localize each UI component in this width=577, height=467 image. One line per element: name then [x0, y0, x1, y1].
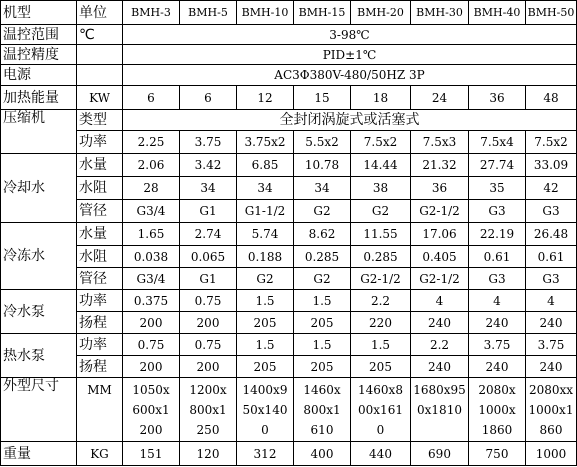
model-cell: BMH-40 [469, 1, 526, 25]
value-cell: 24 [411, 86, 469, 110]
compressor-power-label: 功率 [77, 131, 123, 154]
value-cell: 6 [180, 86, 237, 110]
model-cell: BMH-15 [294, 1, 351, 25]
value-cell: 34 [237, 177, 294, 200]
value-cell: 2.06 [123, 154, 180, 177]
dimension-line: 1860 [481, 423, 513, 437]
dimension-line: 0 [261, 423, 269, 437]
cold-pump-head-row [1, 312, 577, 334]
value-cell: G3/4 [123, 268, 180, 290]
hot-pump-power-label: 功率 [77, 334, 123, 356]
dimension-line: 800x1 [189, 403, 227, 417]
value-cell: 0.75 [123, 334, 180, 356]
value-cell: 3.75 [469, 334, 526, 356]
model-cell: BMH-10 [237, 1, 294, 25]
dimension-line: 2080x [478, 383, 516, 397]
value-cell: 2.25 [123, 131, 180, 154]
cold-pump-power-label: 功率 [77, 290, 123, 312]
value-cell: 0.75 [180, 334, 237, 356]
power-supply-row [1, 65, 577, 86]
value-cell: 200 [180, 356, 237, 378]
dimension-line: 50x140 [242, 403, 288, 417]
value-cell: 1.5 [237, 290, 294, 312]
cold-pump-label: 冷水泵 [1, 290, 77, 334]
value-cell: 6 [123, 86, 180, 110]
dimension-cell [123, 378, 180, 442]
chilled-pipe-label: 管径 [77, 268, 123, 290]
temp-range-row [1, 25, 577, 45]
value-cell: G2 [237, 268, 294, 290]
value-cell: 5.74 [237, 223, 294, 246]
value-cell: 1000 [526, 442, 577, 466]
value-cell: 7.5x2 [526, 131, 577, 154]
compressor-type-row [1, 110, 577, 131]
value-cell: 200 [123, 312, 180, 334]
temp-precision-value: PID±1℃ [123, 45, 577, 65]
dimension-line: 1400x9 [242, 383, 288, 397]
value-cell: G2 [294, 268, 351, 290]
dimension-line: 1050x [132, 383, 170, 397]
value-cell: 4 [469, 290, 526, 312]
dimensions-row [1, 378, 577, 442]
value-cell: 690 [411, 442, 469, 466]
value-cell: G3 [469, 268, 526, 290]
value-cell: 240 [526, 312, 577, 334]
value-cell: 22.19 [469, 223, 526, 246]
value-cell: 440 [351, 442, 411, 466]
model-cell: BMH-20 [351, 1, 411, 25]
dimension-cell [351, 378, 411, 442]
value-cell: 34 [180, 177, 237, 200]
dimension-cell [294, 378, 351, 442]
dimension-line: 200 [139, 423, 163, 437]
dimension-cell [526, 378, 577, 442]
value-cell: 15 [294, 86, 351, 110]
dimension-line: 1460x8 [358, 383, 403, 397]
value-cell: 2.74 [180, 223, 237, 246]
value-cell: 0.61 [469, 246, 526, 268]
value-cell: 6.85 [237, 154, 294, 177]
header-label: 机型 [1, 1, 77, 25]
temp-range-unit: ℃ [77, 25, 123, 45]
value-cell: 120 [180, 442, 237, 466]
heating-power-unit: KW [77, 86, 123, 110]
value-cell: 7.5x2 [351, 131, 411, 154]
value-cell: 14.44 [351, 154, 411, 177]
value-cell: 3.75 [180, 131, 237, 154]
chilled-water-label: 冷冻水 [1, 223, 77, 290]
value-cell: G3 [526, 268, 577, 290]
hot-pump-head-row [1, 356, 577, 378]
value-cell: 28 [123, 177, 180, 200]
dimensions-unit: MM [77, 378, 123, 442]
value-cell: 26.48 [526, 223, 577, 246]
power-supply-label: 电源 [1, 65, 77, 86]
cold-pump-head-label: 扬程 [77, 312, 123, 334]
model-cell: BMH-50 [526, 1, 577, 25]
value-cell: G2 [351, 200, 411, 223]
value-cell: 205 [237, 312, 294, 334]
dimension-cell [180, 378, 237, 442]
value-cell: 200 [180, 312, 237, 334]
value-cell: 1.5 [294, 334, 351, 356]
value-cell: 200 [123, 356, 180, 378]
chilled-resistance-label: 水阻 [77, 246, 123, 268]
model-cell: BMH-5 [180, 1, 237, 25]
heating-power-label: 加热能量 [1, 86, 77, 110]
value-cell: 0.188 [237, 246, 294, 268]
value-cell: 240 [469, 356, 526, 378]
chilled-pipe-row [1, 268, 577, 290]
dimension-cell [237, 378, 294, 442]
dimension-line: 1000x1 [528, 403, 574, 417]
value-cell: 240 [469, 312, 526, 334]
temp-precision-unit [77, 45, 123, 65]
value-cell: G2-1/2 [411, 200, 469, 223]
value-cell: 750 [469, 442, 526, 466]
value-cell: 205 [237, 356, 294, 378]
value-cell: G1 [180, 200, 237, 223]
header-row [1, 1, 577, 25]
value-cell: G2-1/2 [411, 268, 469, 290]
value-cell: 1.5 [237, 334, 294, 356]
value-cell: 8.62 [294, 223, 351, 246]
value-cell: 205 [294, 312, 351, 334]
heating-power-row [1, 86, 577, 110]
value-cell: 205 [351, 356, 411, 378]
value-cell: 0.038 [123, 246, 180, 268]
value-cell: 5.5x2 [294, 131, 351, 154]
dimension-line: 2080xx [528, 383, 574, 397]
value-cell: 11.55 [351, 223, 411, 246]
value-cell: 27.74 [469, 154, 526, 177]
value-cell: 3.42 [180, 154, 237, 177]
value-cell: 7.5x4 [469, 131, 526, 154]
value-cell: G2 [294, 200, 351, 223]
power-supply-value: AC3Φ380V-480/50HZ 3P [123, 65, 577, 86]
compressor-type-label: 类型 [77, 110, 123, 131]
value-cell: 42 [526, 177, 577, 200]
chilled-flow-row [1, 223, 577, 246]
chilled-flow-label: 水量 [77, 223, 123, 246]
value-cell: 7.5x3 [411, 131, 469, 154]
cooling-flow-label: 水量 [77, 154, 123, 177]
value-cell: 0.75 [180, 290, 237, 312]
value-cell: G3 [469, 200, 526, 223]
temp-range-value: 3-98℃ [123, 25, 577, 45]
value-cell: 0.285 [294, 246, 351, 268]
value-cell: 220 [351, 312, 411, 334]
chilled-resistance-row [1, 246, 577, 268]
value-cell: 4 [411, 290, 469, 312]
value-cell: 2.2 [411, 334, 469, 356]
temp-precision-label: 温控精度 [1, 45, 77, 65]
value-cell: 312 [237, 442, 294, 466]
weight-row [1, 442, 577, 466]
value-cell: 36 [469, 86, 526, 110]
value-cell: 17.06 [411, 223, 469, 246]
dimension-line: 0 [376, 423, 385, 437]
dimension-line: 1000x [478, 403, 516, 417]
value-cell: 1.5 [351, 334, 411, 356]
compressor-label: 压缩机 [1, 110, 77, 154]
weight-unit: KG [77, 442, 123, 466]
hot-pump-label: 热水泵 [1, 334, 77, 378]
weight-label: 重量 [1, 442, 77, 466]
value-cell: 10.78 [294, 154, 351, 177]
cooling-resistance-row [1, 177, 577, 200]
dimension-cell [411, 378, 469, 442]
dimension-line: 610 [310, 423, 334, 437]
dimension-line: 800x1 [303, 403, 341, 417]
value-cell: 0.375 [123, 290, 180, 312]
value-cell: G1-1/2 [237, 200, 294, 223]
value-cell: 36 [411, 177, 469, 200]
value-cell: 4 [526, 290, 577, 312]
value-cell: 34 [294, 177, 351, 200]
value-cell: 1.65 [123, 223, 180, 246]
value-cell: 2.2 [351, 290, 411, 312]
power-supply-unit [77, 65, 123, 86]
value-cell: G2-1/2 [351, 268, 411, 290]
dimension-line: 1460x [303, 383, 341, 397]
temp-range-label: 温控范围 [1, 25, 77, 45]
dimension-line: 600x1 [132, 403, 170, 417]
cooling-resistance-label: 水阻 [77, 177, 123, 200]
value-cell: G3/4 [123, 200, 180, 223]
model-cell: BMH-3 [123, 1, 180, 25]
header-unit: 单位 [77, 1, 123, 25]
model-cell: BMH-30 [411, 1, 469, 25]
hot-pump-power-row [1, 334, 577, 356]
hot-pump-head-label: 扬程 [77, 356, 123, 378]
cooling-flow-row [1, 154, 577, 177]
dimension-line: 1680x95 [413, 383, 466, 397]
value-cell: 205 [294, 356, 351, 378]
cooling-pipe-label: 管径 [77, 200, 123, 223]
value-cell: 0.405 [411, 246, 469, 268]
value-cell: 0.065 [180, 246, 237, 268]
value-cell: G3 [526, 200, 577, 223]
value-cell: G1 [180, 268, 237, 290]
value-cell: 0.285 [351, 246, 411, 268]
value-cell: 33.09 [526, 154, 577, 177]
value-cell: 400 [294, 442, 351, 466]
dimension-line: 0x1810 [417, 403, 462, 417]
value-cell: 240 [526, 356, 577, 378]
dimension-line: 1200x [189, 383, 227, 397]
value-cell: 0.61 [526, 246, 577, 268]
value-cell: 3.75x2 [237, 131, 294, 154]
value-cell: 240 [411, 312, 469, 334]
value-cell: 48 [526, 86, 577, 110]
temp-precision-row [1, 45, 577, 65]
value-cell: 151 [123, 442, 180, 466]
value-cell: 35 [469, 177, 526, 200]
cold-pump-power-row [1, 290, 577, 312]
cooling-water-label: 冷却水 [1, 154, 77, 223]
dimensions-label: 外型尺寸 [1, 378, 77, 442]
value-cell: 18 [351, 86, 411, 110]
dimension-line: 00x161 [358, 403, 403, 417]
value-cell: 21.32 [411, 154, 469, 177]
dimension-line: 860 [539, 423, 563, 437]
value-cell: 3.75 [526, 334, 577, 356]
compressor-type-value: 全封闭涡旋式或活塞式 [123, 110, 577, 131]
value-cell: 240 [411, 356, 469, 378]
dimension-cell [469, 378, 526, 442]
cooling-pipe-row [1, 200, 577, 223]
value-cell: 12 [237, 86, 294, 110]
compressor-power-row [1, 131, 577, 154]
value-cell: 1.5 [294, 290, 351, 312]
value-cell: 38 [351, 177, 411, 200]
dimension-line: 250 [196, 423, 220, 437]
